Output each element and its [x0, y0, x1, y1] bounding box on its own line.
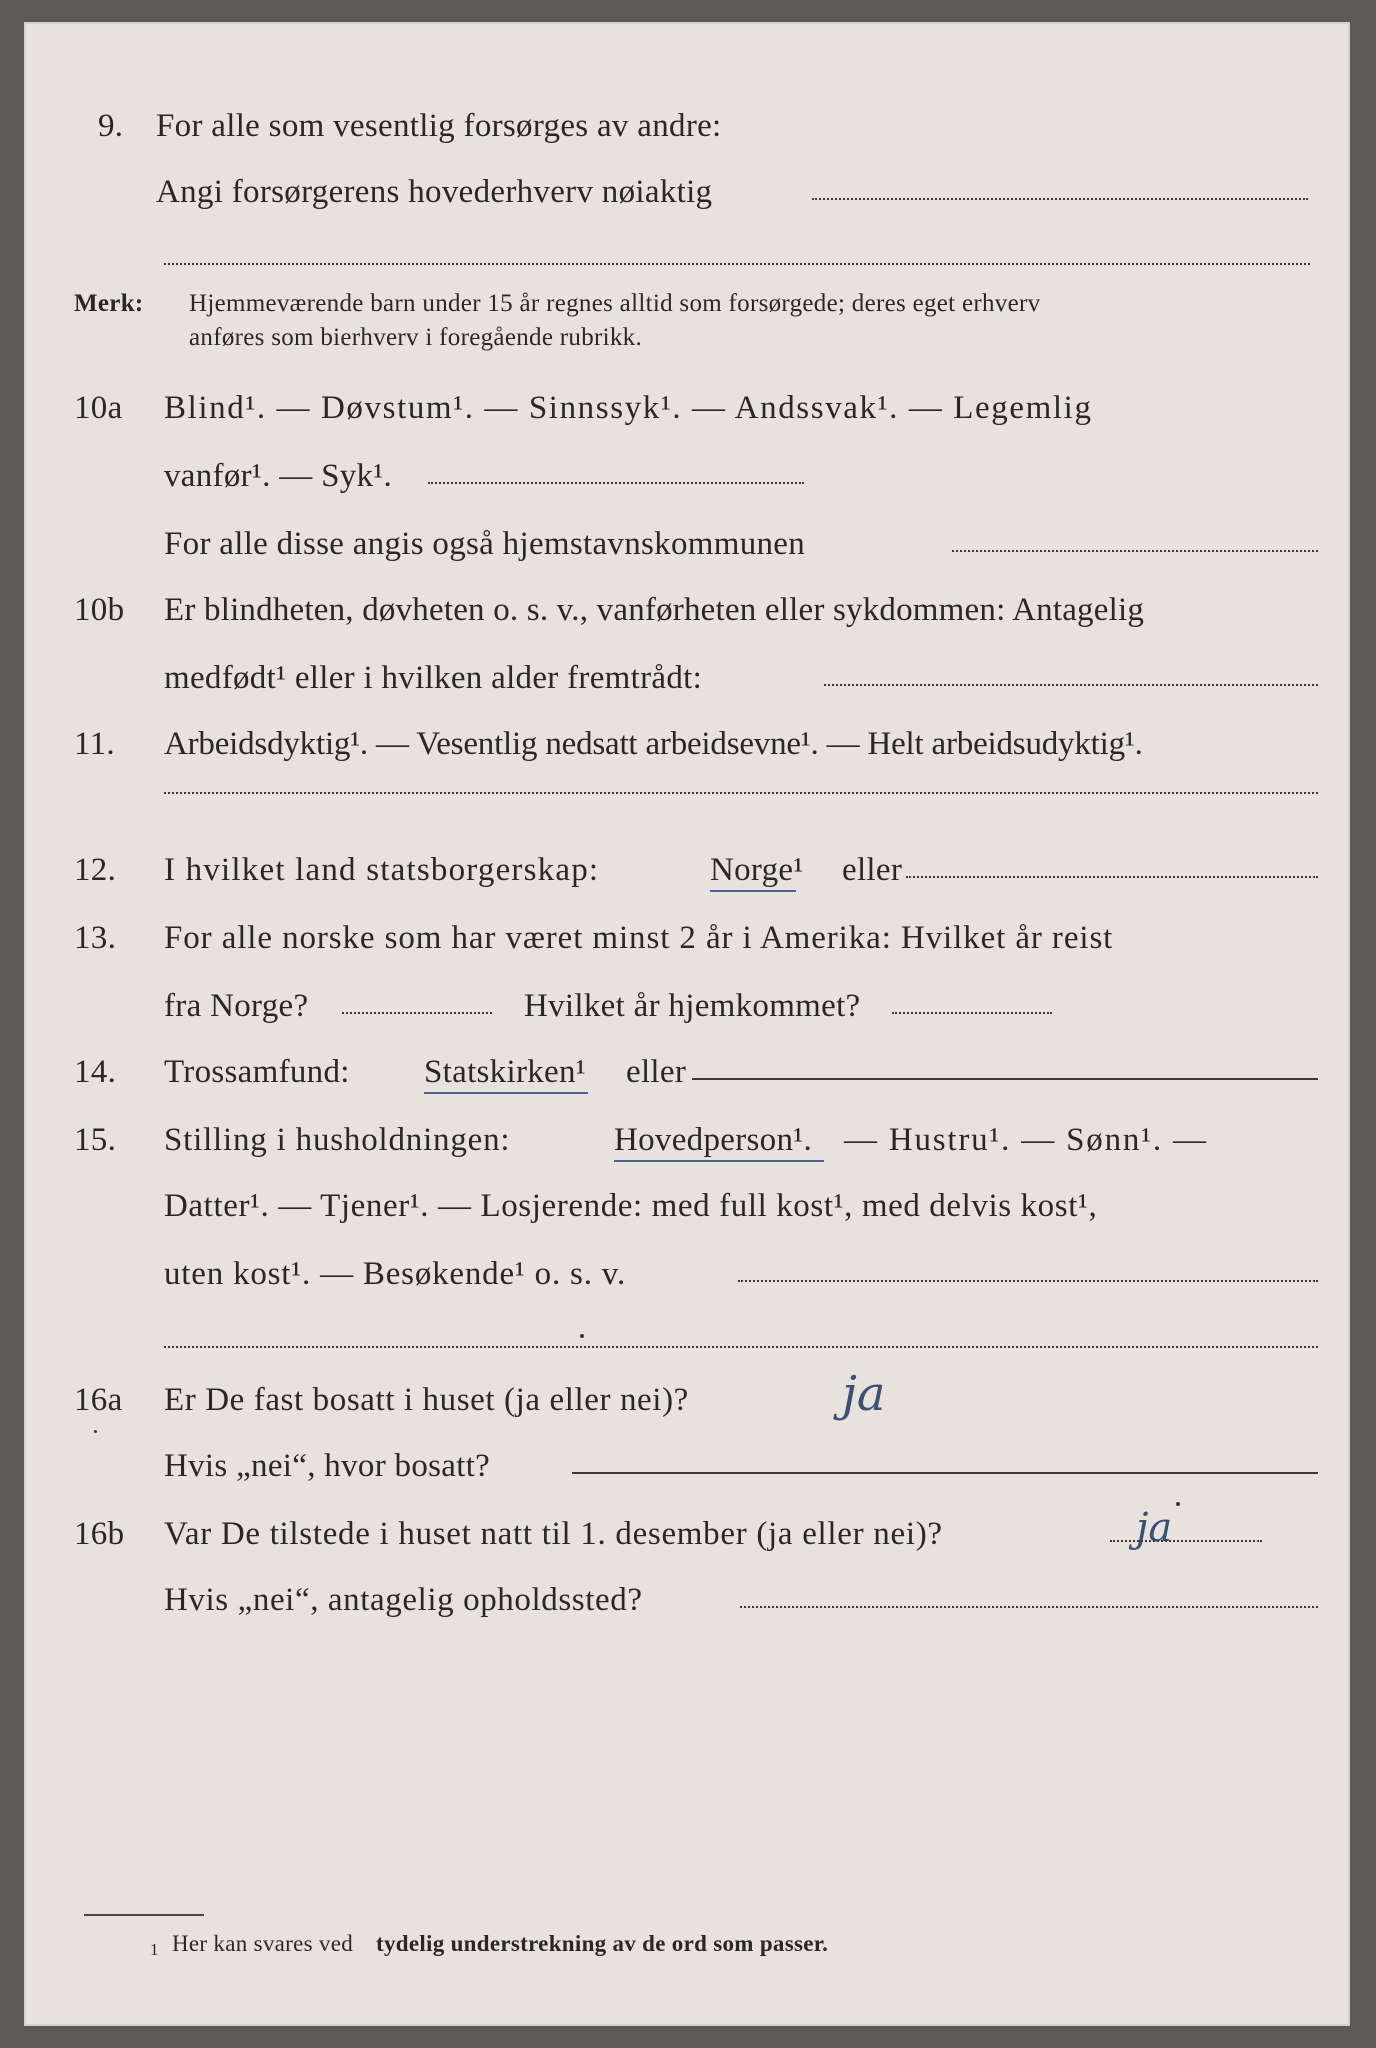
- q16a-line2: Hvis „nei“, hvor bosatt?: [164, 1448, 491, 1484]
- q16a-answer-line: [572, 1472, 1318, 1474]
- ink-speck: [1176, 1502, 1180, 1506]
- q11-number: 11.: [74, 726, 115, 762]
- merk-label: Merk:: [74, 290, 144, 317]
- q9-number: 9.: [98, 108, 124, 144]
- q12-norge: Norge¹: [710, 852, 804, 888]
- q10a-answer-line: [428, 482, 804, 484]
- q11-answer-line: [164, 792, 1318, 794]
- q13-year-returned-line: [892, 1012, 1052, 1014]
- census-form-page: [24, 22, 1350, 2026]
- q15-hovedperson: Hovedperson¹.: [614, 1122, 813, 1158]
- q13-number: 13.: [74, 920, 117, 956]
- q12-answer-line: [906, 876, 1318, 878]
- q14-answer-line: [692, 1078, 1318, 1080]
- q15-line3: uten kost¹. — Besøkende¹ o. s. v.: [164, 1256, 627, 1292]
- merk-line2: anføres som bierhverv i foregående rubrikk.: [189, 324, 643, 351]
- footnote-text-a: Her kan svares ved: [172, 1931, 354, 1956]
- q10b-number: 10b: [74, 592, 125, 628]
- q13-line1: For alle norske som har været minst 2 år i Amerika: Hvilket år reist: [164, 920, 1114, 956]
- q11-text: Arbeidsdyktig¹. — Vesentlig nedsatt arbeidsevne¹. — Helt arbeidsudyktig¹.: [164, 726, 1143, 762]
- footnote-mark: 1: [150, 1940, 159, 1959]
- q10b-answer-line: [824, 684, 1318, 686]
- q15-line2: Datter¹. — Tjener¹. — Losjerende: med full kost¹, med delvis kost¹,: [164, 1188, 1098, 1224]
- q16b-line1: Var De tilstede i huset natt til 1. desember (ja eller nei)?: [164, 1516, 943, 1552]
- q10a-line3: For alle disse angis også hjemstavnskommunen: [164, 526, 806, 562]
- q10a-line2: vanfør¹. — Syk¹.: [164, 458, 393, 494]
- q16b-answer-line: [1110, 1540, 1262, 1542]
- q10b-line1: Er blindheten, døvheten o. s. v., vanførheten eller sykdommen: Antagelig: [164, 592, 1145, 628]
- q14-number: 14.: [74, 1054, 117, 1090]
- q15-line1c: — Hustru¹. — Sønn¹. —: [844, 1122, 1208, 1158]
- q10a-line1: Blind¹. — Døvstum¹. — Sinnssyk¹. — Andssvak¹. — Legemlig: [164, 390, 1093, 426]
- q16a-number: 16a: [74, 1382, 123, 1418]
- q16b-number: 16b: [74, 1516, 125, 1552]
- footnote-text-b: tydelig understrekning av de ord som passer.: [376, 1931, 829, 1956]
- q12-eller: eller: [842, 852, 903, 888]
- q12-norge-underline: [710, 890, 796, 892]
- q15-answer-line-2: [164, 1346, 1318, 1348]
- q15-hovedperson-underline: [614, 1160, 824, 1162]
- footnote-rule: [84, 1914, 204, 1916]
- q15-line1a: Stilling i husholdningen:: [164, 1122, 511, 1158]
- q13-year-left-line: [342, 1012, 492, 1014]
- ink-speck: [94, 1430, 97, 1433]
- q9-answer-line-2: [164, 263, 1310, 265]
- q16a-handwritten-answer: ja: [842, 1366, 886, 1422]
- q13-line2a: fra Norge?: [164, 988, 309, 1024]
- merk-line1: Hjemmeværende barn under 15 år regnes alltid som forsørgede; deres eget erhverv: [189, 290, 1041, 317]
- q16a-line1: Er De fast bosatt i huset (ja eller nei)?: [164, 1382, 689, 1418]
- q14-statskirken-underline: [424, 1092, 588, 1094]
- q14-label: Trossamfund:: [164, 1054, 350, 1090]
- ink-speck: [580, 1334, 584, 1338]
- q16b-line2: Hvis „nei“, antagelig opholdssted?: [164, 1582, 643, 1618]
- q10a-number: 10a: [74, 390, 123, 426]
- q9-answer-line: [812, 198, 1308, 200]
- q16b-answer-line-2: [740, 1606, 1318, 1608]
- q14-statskirken: Statskirken¹: [424, 1054, 586, 1090]
- q12-number: 12.: [74, 852, 117, 888]
- q10b-line2: medfødt¹ eller i hvilken alder fremtrådt:: [164, 660, 703, 696]
- q16b-handwritten-answer: ja: [1136, 1505, 1173, 1551]
- q12-text: I hvilket land statsborgerskap:: [164, 852, 600, 888]
- q9-question: For alle som vesentlig forsørges av andre:: [156, 108, 722, 144]
- q15-answer-line: [738, 1280, 1318, 1282]
- q10a-home-municipality-line: [952, 550, 1318, 552]
- q15-number: 15.: [74, 1122, 117, 1158]
- q9-line2: Angi forsørgerens hovederhverv nøiaktig: [156, 174, 713, 210]
- q14-eller: eller: [626, 1054, 687, 1090]
- q13-line2b: Hvilket år hjemkommet?: [524, 988, 861, 1024]
